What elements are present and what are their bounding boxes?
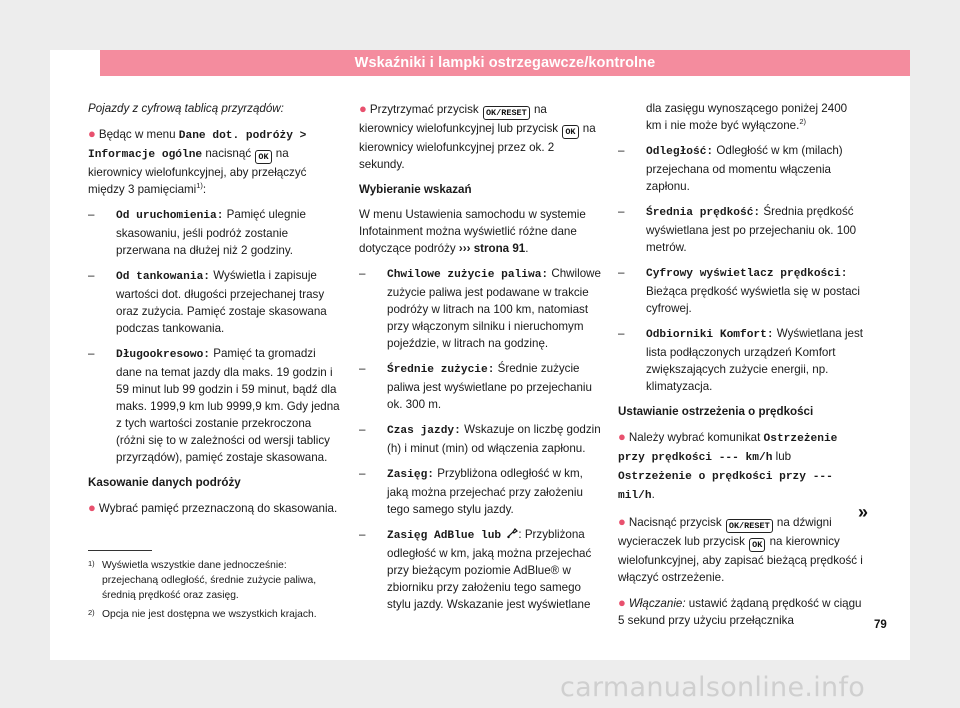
- footnotes: [88, 558, 344, 626]
- bullet-icon: ●: [359, 101, 367, 116]
- message-mph: Ostrzeżenie o prędkości przy --- mil/h: [618, 471, 833, 502]
- manual-page: [50, 50, 910, 660]
- page-number: 79: [874, 619, 887, 631]
- list-item: – Średnia prędkość: Średnia prędkość wyświetlana jest po przejechaniu ok. 100 metrów.: [618, 205, 857, 254]
- list-item: – Średnie zużycie: Średnie zużycie paliwa jest wyświetlane po przejechaniu ok. 300 m.: [359, 362, 592, 411]
- bullet-select-message: ● Należy wybrać komunikat Ostrzeżenie przy prędkości --- km/h lub Ostrzeżenie o prędkości przy --- mil/h.: [618, 429, 838, 502]
- bullet-icon: ●: [88, 126, 96, 141]
- bullet-icon: ●: [618, 595, 626, 610]
- list-item: – Zasięg: Przybliżona odległość w km, jaką można przejechać przy założeniu tego samego stylu jazdy.: [359, 467, 583, 516]
- list-item: – Długookresowo: Pamięć ta gromadzi dane na temat jazdy dla maks. 19 godzin i 59 minut lub 99 godzin i 59 minut, bądź dla maks. 1999,9 km lub 9999,9 km. Gdy jedna z tych wartości zostanie przekroczona (różni się to w zależności od wersji tablicy przyrządów), pamięć zostaje skasowana.: [88, 347, 340, 464]
- ok-key-icon: OK: [562, 125, 578, 139]
- ok-key-icon: OK: [255, 150, 271, 164]
- footnote-item: 2) Opcja nie jest dostępna we wszystkich krajach.: [88, 608, 317, 620]
- bullet-choose-memory: ● Wybrać pamięć przeznaczoną do skasowania.: [88, 500, 338, 515]
- ok-key-icon: OK: [749, 538, 765, 552]
- message-kmh: Ostrzeżenie przy prędkości --- km/h: [618, 433, 838, 464]
- bullet-icon: ●: [88, 500, 96, 515]
- footnote-ref: 1): [196, 181, 203, 191]
- list-item: – Zasięg AdBlue lub : Przybliżona odległość w km, jaką można przejechać przy bieżącym poziomie AdBlue® w zbiorniku przy założeniu tego samego stylu jazdy. Wskazanie jest wyświetlane: [359, 528, 592, 611]
- intro-text: Pojazdy z cyfrową tablicą przyrządów:: [88, 102, 284, 115]
- paragraph-settings: W menu Ustawienia samochodu w systemie Infotainment można wyświetlić różne dane dotyczące podróży ››› strona 91.: [359, 208, 586, 255]
- list-item: – Czas jazdy: Wskazuje on liczbę godzin (h) i minut (min) od włączenia zapłonu.: [359, 423, 601, 455]
- list-item: – Odległość: Odległość w km (milach) przejechana od momentu włączenia zapłonu.: [618, 144, 843, 193]
- column-middle: [359, 100, 601, 621]
- heading-reset-trip: Kasowanie danych podróży: [88, 476, 241, 489]
- heading-select-display: Wybieranie wskazań: [359, 183, 472, 196]
- bullet-icon: ●: [618, 429, 626, 444]
- footnote-divider: [88, 550, 152, 551]
- ok-reset-key-icon: OK/RESET: [726, 519, 773, 533]
- bullet-select-memory: ● Będąc w menu Dane dot. podróży > Informacje ogólne nacisnąć OK na kierownicy wielofunkcyjnej, aby przełączyć między 3 pamięciami$^{1)}$:: [88, 126, 307, 196]
- continue-arrow-icon: »: [858, 502, 869, 522]
- bullet-icon: ●: [618, 514, 626, 529]
- column-right: [618, 100, 864, 637]
- continued-text: dla zasięgu wynoszącego poniżej 2400 km i nie może być wyłączone.$^{2)}$: [646, 102, 848, 132]
- list-item: – Chwilowe zużycie paliwa: Chwilowe zużycie paliwa jest podawane w trakcie podróży w litrach na 100 km, natomiast przy włączonym silniku i nieruchomym pojeździe, w litrach na godzinę.: [359, 267, 601, 350]
- list-item: – Od tankowania: Wyświetla i zapisuje wartości dot. długości przejechanej trasy oraz zużycia. Pamięć zostaje skasowana podczas tankowania.: [88, 269, 327, 335]
- list-item: – Odbiorniki Komfort: Wyświetlana jest lista podłączonych urządzeń Komfort zwiększających zużycie energii, np. klimatyzacja.: [618, 327, 864, 393]
- footnote-item: 1) Wyświetla wszystkie dane jednocześnie: przejechaną odległość, średnie zużycie paliwa, średnią prędkość oraz zasięg.: [88, 559, 317, 601]
- list-item: – Od uruchomienia: Pamięć ulegnie skasowaniu, jeśli podróż zostanie przerwana na dłużej niż 2 godziny.: [88, 208, 306, 257]
- section-title: Wskaźniki i lampki ostrzegawcze/kontrolne: [354, 55, 656, 71]
- bullet-hold-button: ● Przytrzymać przycisk OK/RESET na kierownicy wielofunkcyjnej lub przycisk OK na kierownicy wielofunkcyjnej przez ok. 2 sekundy.: [359, 101, 596, 171]
- column-left: [88, 100, 340, 525]
- bullet-activation: ● Włączanie: ustawić żądaną prędkość w ciągu 5 sekund przy użyciu przełącznika: [618, 595, 862, 627]
- heading-speed-warning: Ustawianie ostrzeżenia o prędkości: [618, 405, 814, 418]
- ok-reset-key-icon: OK/RESET: [483, 106, 530, 120]
- list-item: – Cyfrowy wyświetlacz prędkości: Bieżąca prędkość wyświetla się w postaci cyfrowej.: [618, 266, 860, 315]
- page-reference-link[interactable]: ››› strona 91: [458, 242, 526, 255]
- footnote-ref: 2): [799, 117, 807, 127]
- section-header: [100, 50, 910, 76]
- watermark: carmanualsonline.info: [560, 672, 866, 703]
- fuel-nozzle-icon: [506, 527, 518, 539]
- menu-path: Dane dot. podróży > Informacje ogólne: [88, 130, 307, 161]
- bullet-press-button: ● Nacisnąć przycisk OK/RESET na dźwigni wycieraczek lub przycisk OK na kierownicy wielofunkcyjnej, aby zapisać bieżącą prędkość i włączyć ostrzeżenie.: [618, 514, 863, 584]
